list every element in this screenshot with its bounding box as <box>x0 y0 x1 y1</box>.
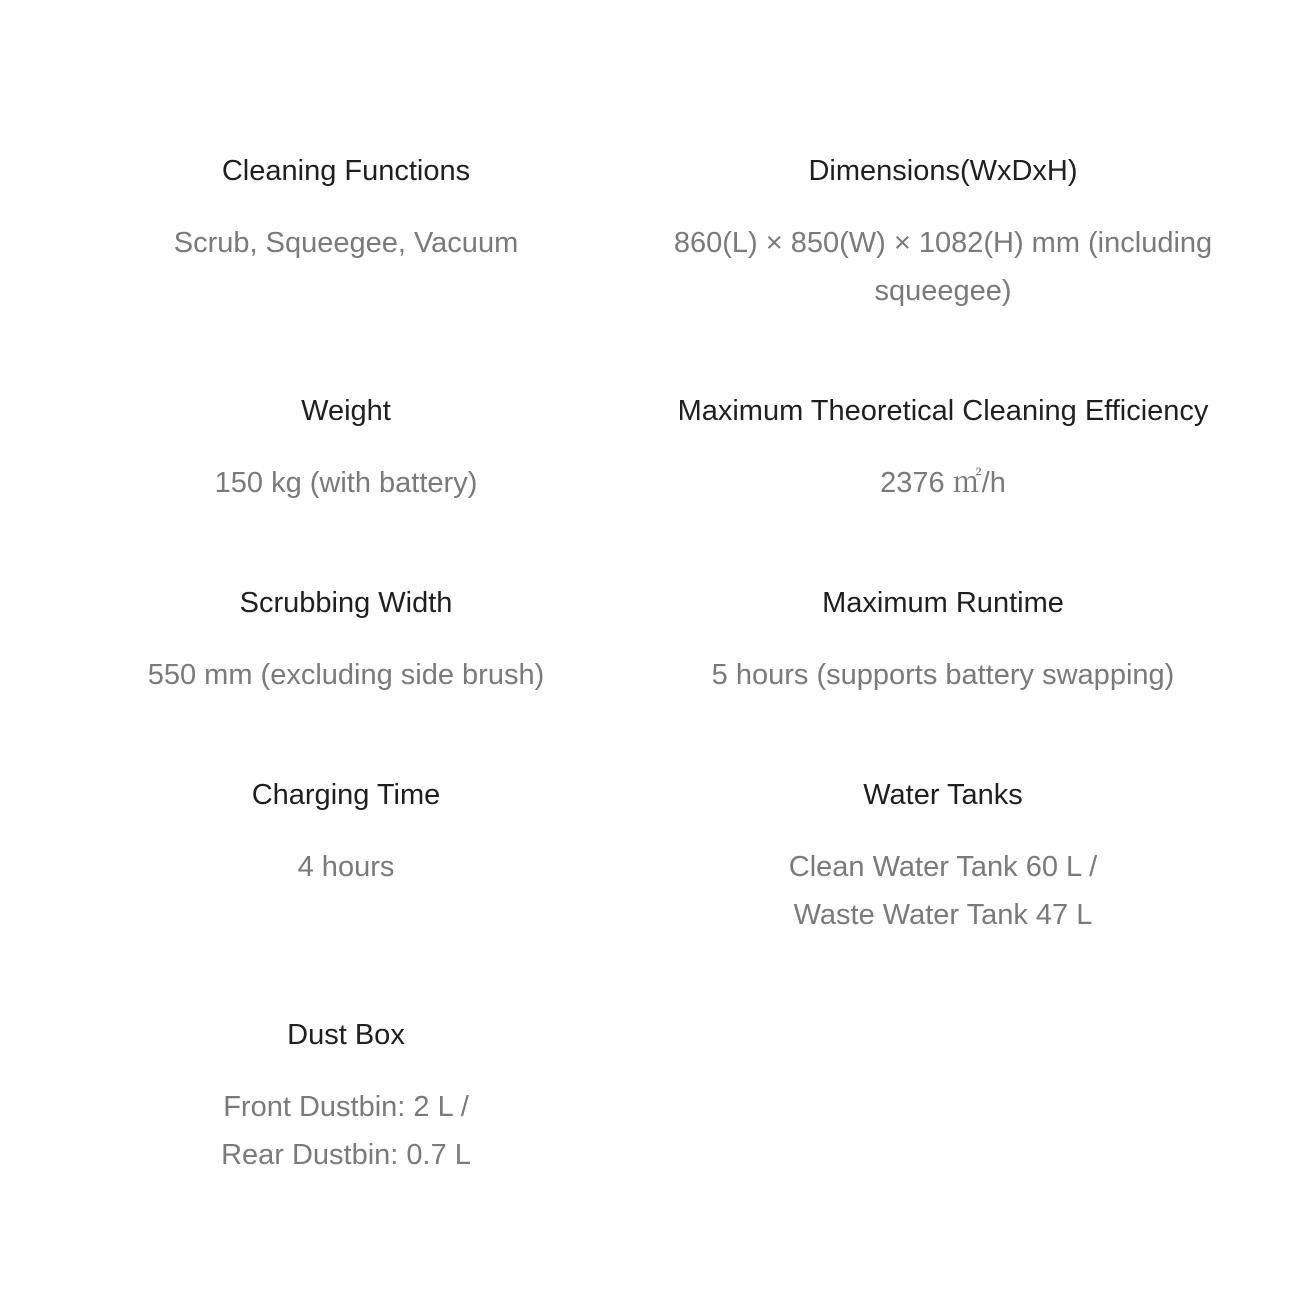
spec-label: Charging Time <box>251 779 441 811</box>
spec-item-cleaning-functions <box>90 147 602 267</box>
spec-label: Dust Box <box>287 1019 405 1051</box>
spec-value-line: 550 mm (excluding side brush) <box>147 659 545 691</box>
spec-value-line: 4 hours <box>297 851 395 883</box>
spec-value <box>90 651 602 699</box>
spec-item-charging-time <box>90 771 602 891</box>
spec-value-line: 2376 ㎡/h <box>880 467 1006 499</box>
spec-value <box>643 843 1243 939</box>
spec-value-line: squeegee) <box>874 275 1012 307</box>
spec-value <box>90 459 602 507</box>
spec-value-line: Rear Dustbin: 0.7 L <box>221 1139 471 1171</box>
spec-value-line: 5 hours (supports battery swapping) <box>711 659 1175 691</box>
spec-value-line: Waste Water Tank 47 L <box>793 899 1093 931</box>
spec-label: Cleaning Functions <box>221 155 471 187</box>
spec-value <box>90 843 602 891</box>
spec-value <box>90 219 602 267</box>
spec-value <box>643 459 1243 507</box>
spec-item-water-tanks <box>643 771 1243 939</box>
spec-value-line: 860(L) × 850(W) × 1082(H) mm (including <box>673 227 1213 259</box>
spec-item-maximum-runtime <box>643 579 1243 699</box>
spec-label: Scrubbing Width <box>239 587 453 619</box>
spec-value-line: 150 kg (with battery) <box>214 467 478 499</box>
spec-item-cleaning-efficiency <box>643 387 1243 507</box>
spec-value <box>643 651 1243 699</box>
spec-item-dimensions <box>643 147 1243 315</box>
spec-value <box>643 219 1243 315</box>
spec-item-dust-box <box>90 1011 602 1179</box>
spec-label: Dimensions(WxDxH) <box>808 155 1078 187</box>
spec-item-weight <box>90 387 602 507</box>
spec-label: Maximum Runtime <box>822 587 1064 619</box>
spec-label: Weight <box>301 395 391 427</box>
spec-label: Maximum Theoretical Cleaning Efficiency <box>677 395 1209 427</box>
spec-item-scrubbing-width <box>90 579 602 699</box>
spec-value <box>90 1083 602 1179</box>
spec-value-line: Front Dustbin: 2 L / <box>223 1091 469 1123</box>
spec-label: Water Tanks <box>863 779 1023 811</box>
spec-value-line: Clean Water Tank 60 L / <box>788 851 1098 883</box>
spec-value-line: Scrub, Squeegee, Vacuum <box>173 227 519 259</box>
